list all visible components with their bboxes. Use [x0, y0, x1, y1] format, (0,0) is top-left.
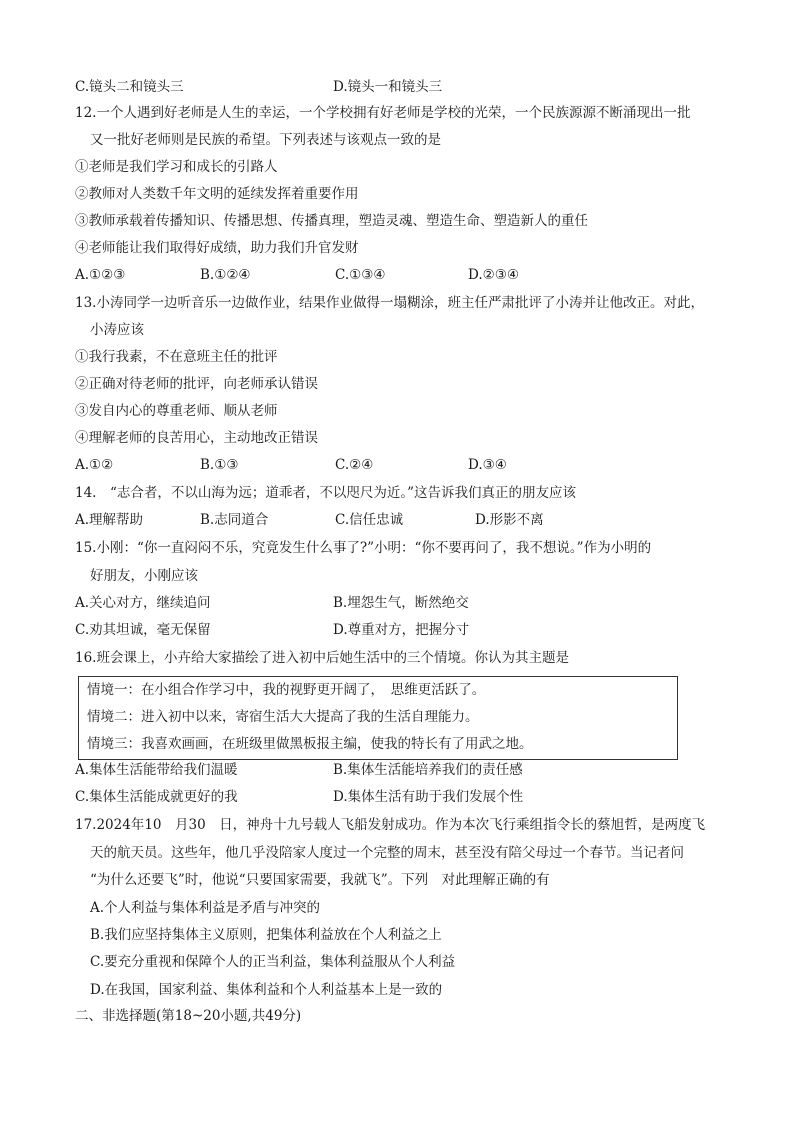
q13-option-c: C.②④	[335, 457, 374, 473]
q14-option-c: C.信任忠诚	[335, 512, 404, 528]
q17-option-d: D.在我国，国家利益、集体利益和个人利益基本上是一致的	[90, 982, 443, 998]
q16-stem: 16.班会课上，小卉给大家描绘了进入初中后她生活中的三个情境。你认为其主题是	[75, 650, 569, 666]
q16-option-b: B.集体生活能培养我们的责任感	[333, 762, 523, 778]
q17-stem-line-2: 天的航天员。这些年，他几乎没陪家人度过一个完整的周末，甚至没有陪父母过一个春节。当记者问	[90, 845, 684, 861]
q15-option-a: A.关心对方，继续追问	[75, 595, 211, 611]
q16-options-row-2	[75, 787, 755, 807]
q14-stem: 14. “志合者，不以山海为远；道乖者，不以咫尺为近。”这告诉我们真正的朋友应该	[75, 485, 577, 501]
q13-stem-line-2: 小涛应该	[90, 322, 144, 338]
q15-stem-line-2: 好朋友，小刚应该	[90, 568, 198, 584]
q16-scenario-1: 情境一：在小组合作学习中，我的视野更开阔了， 思维更活跃了。	[87, 682, 486, 698]
q15-options-row-1	[75, 593, 755, 613]
q12-option-a: A.①②③	[75, 267, 126, 283]
q13-item-1: ①我行我素，不在意班主任的批评	[75, 349, 278, 365]
q12-item-1: ①老师是我们学习和成长的引路人	[75, 159, 278, 175]
q14-option-b: B.志同道合	[200, 512, 269, 528]
q12-stem-line-1: 12.一个人遇到好老师是人生的幸运，一个学校拥有好老师是学校的光荣，一个民族源源不断涌现出一批	[75, 105, 691, 121]
q17-stem-line-3: “为什么还要飞”时，他说“只要国家需要，我就飞”。下列 对此理解正确的有	[90, 872, 550, 888]
q14-options	[75, 510, 755, 530]
q17-stem-line-1: 17.2024年10 月30 日，神舟十九号载人飞船发射成功。作为本次飞行乘组指令长的蔡旭哲，是两度飞	[75, 817, 706, 833]
q15-stem-line-1: 15.小刚：“你一直闷闷不乐，究竟发生什么事了?”小明：“你不要再问了，我不想说。”作为小明的	[75, 540, 652, 556]
q13-options	[75, 455, 755, 475]
q16-options-row-1	[75, 760, 755, 780]
q12-options	[75, 265, 755, 285]
q14-option-a: A.理解帮助	[75, 512, 144, 528]
q12-item-4: ④老师能让我们取得好成绩，助力我们升官发财	[75, 240, 359, 256]
q12-option-d: D.②③④	[468, 267, 519, 283]
q13-item-4: ④理解老师的良苦用心，主动地改正错误	[75, 430, 318, 446]
q14-option-d: D.形影不离	[475, 512, 544, 528]
q11-option-d: D.镜头一和镜头三	[333, 79, 443, 95]
section-2-heading: 二、非选择题(第18~20小题,共49分)	[75, 1008, 302, 1024]
q13-stem-line-1: 13.小涛同学一边听音乐一边做作业，结果作业做得一塌糊涂，班主任严肃批评了小涛并让他改正。对此，	[75, 295, 704, 311]
q13-item-2: ②正确对待老师的批评，向老师承认错误	[75, 376, 318, 392]
q17-option-c: C.要充分重视和保障个人的正当利益，集体利益服从个人利益	[90, 954, 456, 970]
q15-option-d: D.尊重对方，把握分寸	[333, 622, 470, 638]
q11-options	[75, 77, 755, 97]
q16-option-d: D.集体生活有助于我们发展个性	[333, 789, 524, 805]
q17-option-a: A.个人利益与集体利益是矛盾与冲突的	[90, 900, 321, 916]
q11-option-c: C.镜头二和镜头三	[75, 79, 184, 95]
q17-option-b: B.我们应坚持集体主义原则，把集体利益放在个人利益之上	[90, 927, 442, 943]
q12-item-3: ③教师承载着传播知识、传播思想、传播真理，塑造灵魂、塑造生命、塑造新人的重任	[75, 213, 588, 229]
q16-scenario-2: 情境二：进入初中以来，寄宿生活大大提高了我的生活自理能力。	[87, 709, 479, 725]
q16-scenario-3: 情境三：我喜欢画画，在班级里做黑板报主编，使我的特长有了用武之地。	[87, 736, 533, 752]
q16-scenario-box	[78, 676, 678, 760]
q15-options-row-2	[75, 620, 755, 640]
q12-stem-line-2: 又一批好老师则是民族的希望。下列表述与该观点一致的是	[90, 132, 441, 148]
q12-option-b: B.①②④	[200, 267, 251, 283]
q16-option-a: A.集体生活能带给我们温暖	[75, 762, 238, 778]
q15-option-b: B.埋怨生气，断然绝交	[333, 595, 469, 611]
q16-option-c: C.集体生活能成就更好的我	[75, 789, 238, 805]
q12-option-c: C.①③④	[335, 267, 386, 283]
q12-item-2: ②教师对人类数千年文明的延续发挥着重要作用	[75, 186, 359, 202]
q13-item-3: ③发自内心的尊重老师、顺从老师	[75, 403, 278, 419]
q13-option-d: D.③④	[468, 457, 507, 473]
q13-option-b: B.①③	[200, 457, 239, 473]
q13-option-a: A.①②	[75, 457, 114, 473]
q15-option-c: C.劝其坦诚，毫无保留	[75, 622, 211, 638]
